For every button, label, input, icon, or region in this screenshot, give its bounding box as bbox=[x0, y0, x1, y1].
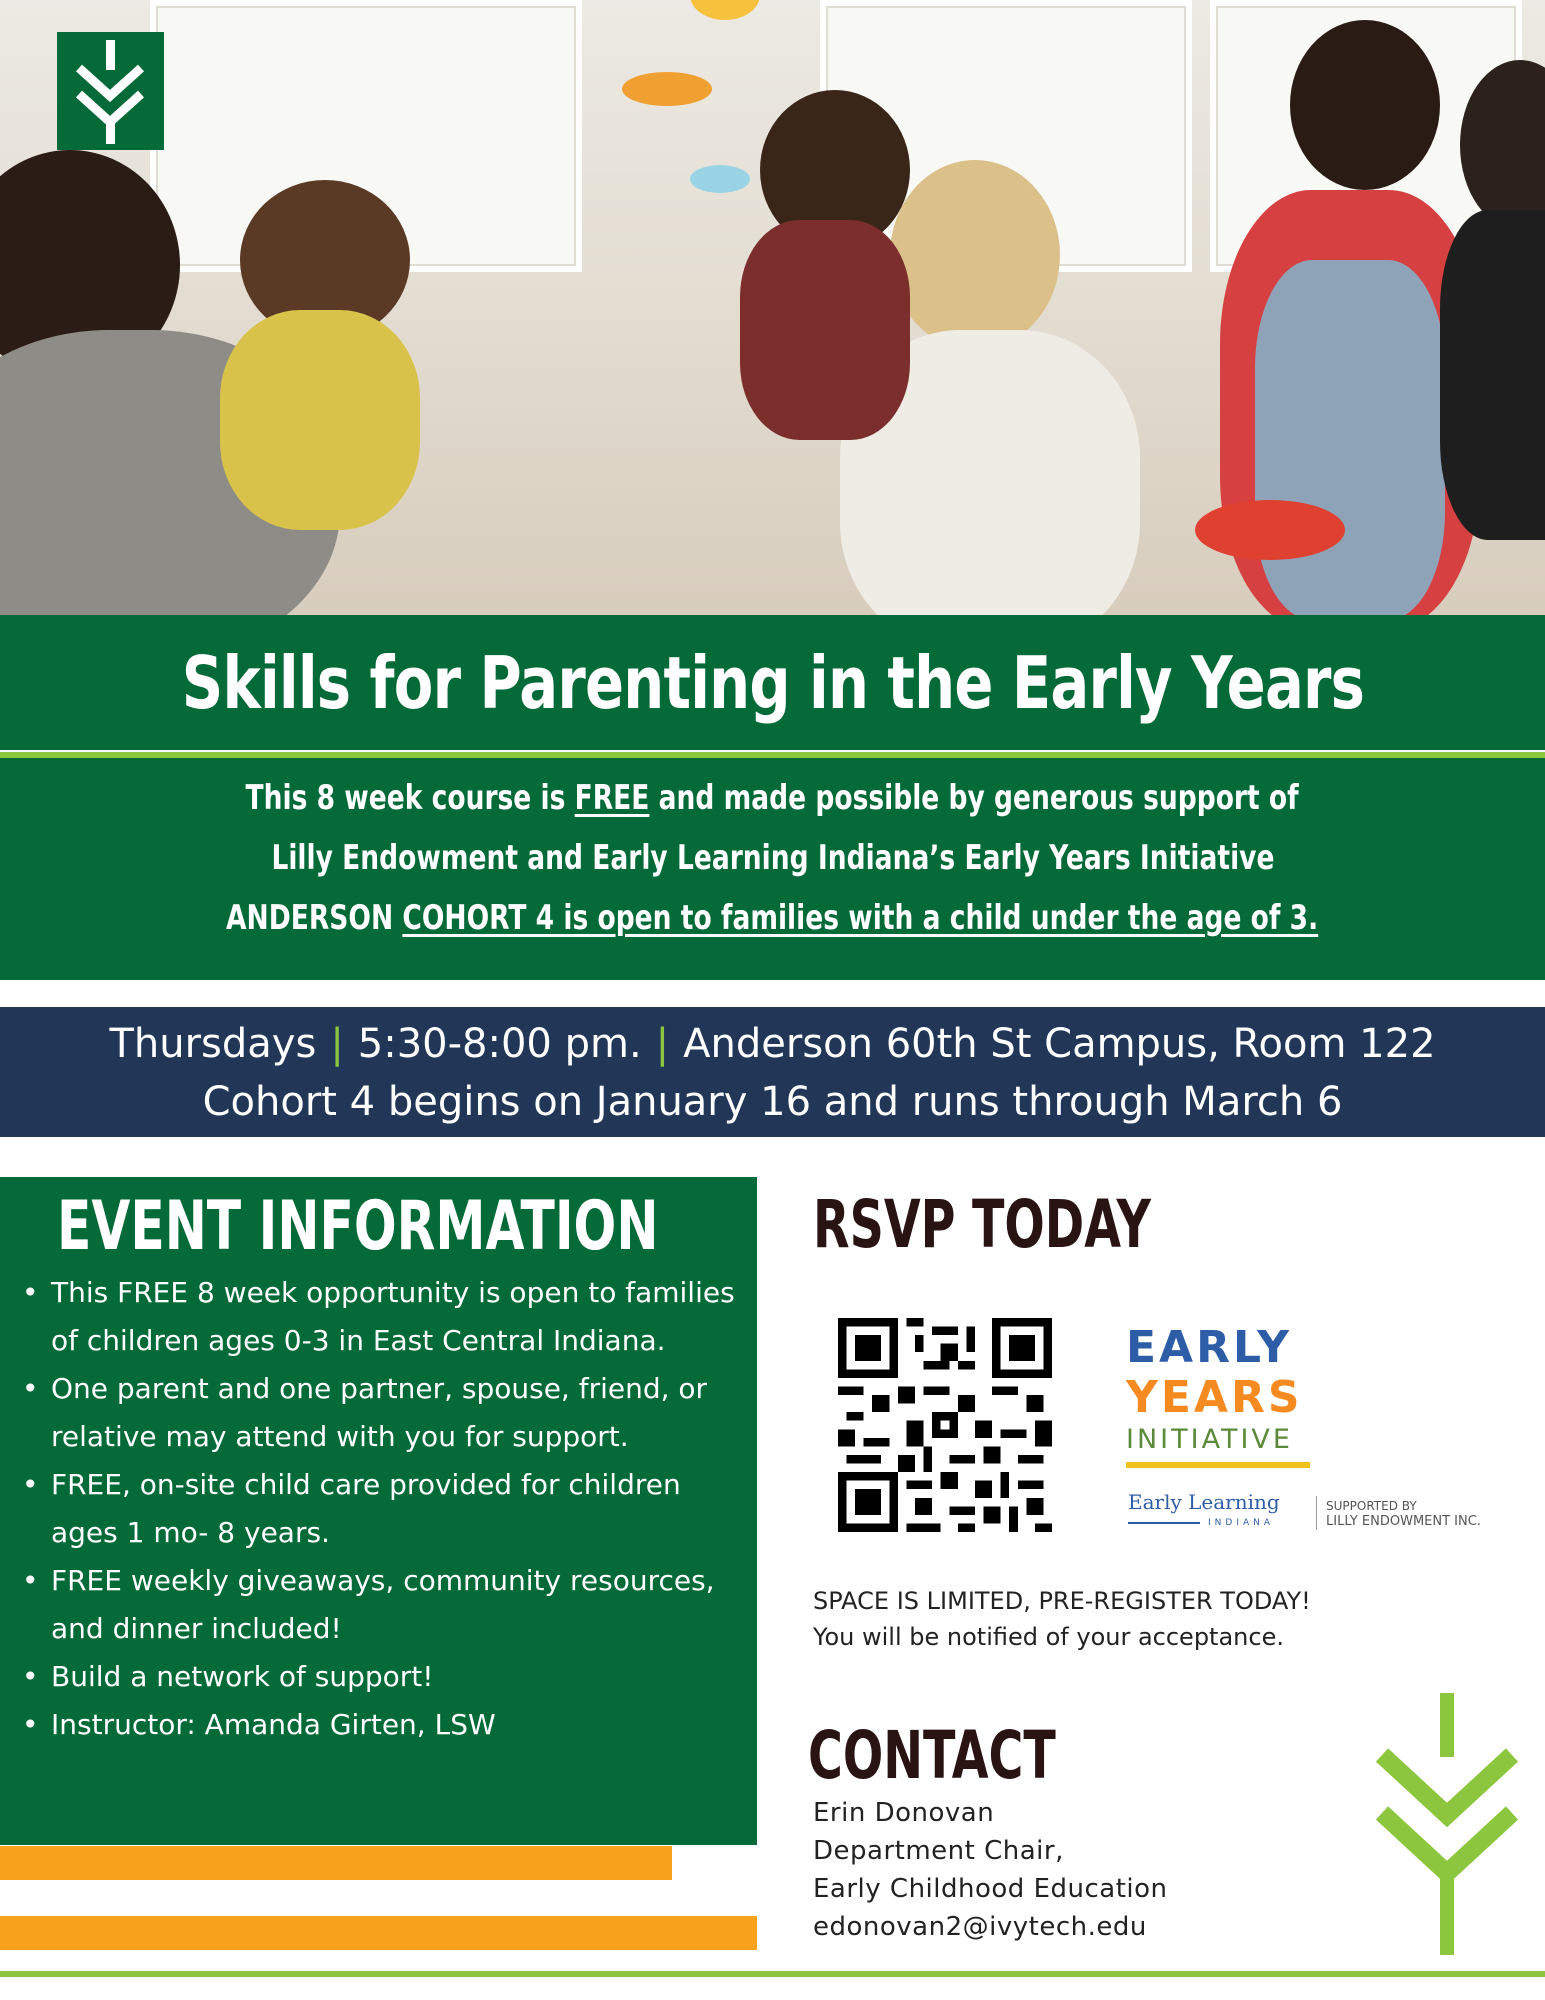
rsvp-heading: RSVP TODAY bbox=[813, 1186, 1151, 1263]
early-learning-indiana: INDIANA bbox=[1208, 1518, 1275, 1528]
orange-stripe-1 bbox=[0, 1846, 672, 1880]
ivy-tech-logo bbox=[57, 32, 164, 150]
subtitle-line-2: Lilly Endowment and Early Learning Indiana’s Early Years Initiative bbox=[270, 838, 1274, 878]
subtitle-text: This 8 week course is bbox=[245, 778, 576, 818]
acceptance-notice: You will be notified of your acceptance. bbox=[813, 1623, 1284, 1651]
contact-email[interactable]: edonovan2@ivytech.edu bbox=[813, 1912, 1147, 1942]
list-item: • FREE weekly giveaways, community resources, and dinner included! bbox=[22, 1557, 742, 1653]
subtitle-line-1 bbox=[0, 778, 1545, 818]
subtitle-line-3 bbox=[0, 898, 1545, 938]
ivy-leaf-icon bbox=[1372, 1693, 1522, 1955]
supported-by: SUPPORTED BY bbox=[1326, 1499, 1417, 1513]
schedule-band bbox=[0, 1007, 1545, 1137]
cloud-sticker bbox=[690, 165, 750, 193]
orange-stripe-2 bbox=[0, 1916, 757, 1950]
list-item: • Build a network of support! bbox=[22, 1653, 742, 1701]
boy-right-head bbox=[1290, 20, 1440, 190]
separator: | bbox=[655, 1021, 670, 1067]
cohort-eligibility: COHORT 4 is open to families with a child under the age of 3. bbox=[402, 898, 1319, 938]
free-emphasis: FREE bbox=[575, 778, 650, 818]
subtitle-text: ANDERSON bbox=[226, 898, 403, 938]
page-title: Skills for Parenting in the Early Years bbox=[181, 640, 1364, 725]
boy-center-body bbox=[740, 220, 910, 440]
list-item: • One parent and one partner, spouse, friend, or relative may attend with you for support. bbox=[22, 1365, 742, 1461]
schedule-day: Thursdays bbox=[109, 1021, 317, 1067]
event-info-panel bbox=[0, 1177, 757, 1845]
list-item: • Instructor: Amanda Girten, LSW bbox=[22, 1701, 742, 1749]
space-limited-notice: SPACE IS LIMITED, PRE-REGISTER TODAY! bbox=[813, 1587, 1311, 1615]
woman-center-head bbox=[890, 160, 1060, 350]
early-learning-rule bbox=[1128, 1522, 1200, 1524]
ivy-logo-icon bbox=[57, 32, 164, 150]
subtitle-text: and made possible by generous support of bbox=[649, 778, 1300, 818]
contact-name: Erin Donovan bbox=[813, 1798, 995, 1828]
toddler-left-body bbox=[220, 310, 420, 530]
eyi-logo-years: YEARS bbox=[1126, 1372, 1303, 1423]
lilly-endowment: LILLY ENDOWMENT INC. bbox=[1326, 1514, 1481, 1529]
event-info-heading: EVENT INFORMATION bbox=[57, 1187, 659, 1266]
contact-heading: CONTACT bbox=[808, 1717, 1056, 1794]
eyi-logo-early: EARLY bbox=[1126, 1322, 1293, 1373]
separator: | bbox=[330, 1021, 344, 1067]
schedule-dates: Cohort 4 begins on January 16 and runs through March 6 bbox=[202, 1079, 1343, 1125]
logo-divider bbox=[1316, 1496, 1317, 1530]
sun-sticker bbox=[690, 0, 760, 20]
schedule-time: 5:30-8:00 pm. bbox=[357, 1021, 642, 1067]
toy-guitar bbox=[1195, 500, 1345, 560]
subtitle-band bbox=[0, 758, 1545, 980]
eyi-logo-bar bbox=[1126, 1462, 1310, 1468]
title-band bbox=[0, 615, 1545, 750]
list-item: • FREE, on-site child care provided for children ages 1 mo- 8 years. bbox=[22, 1461, 742, 1557]
eyi-logo-initiative: INITIATIVE bbox=[1126, 1424, 1293, 1455]
ufo-sticker bbox=[622, 72, 712, 106]
contact-department: Early Childhood Education bbox=[813, 1874, 1168, 1904]
contact-role: Department Chair, bbox=[813, 1836, 1064, 1866]
event-info-list bbox=[22, 1269, 742, 1749]
woman-right-body bbox=[1440, 210, 1545, 540]
bottom-divider bbox=[0, 1971, 1545, 1977]
qr-code-icon[interactable] bbox=[838, 1318, 1052, 1532]
schedule-line bbox=[0, 1021, 1545, 1067]
early-learning-name: Early Learning bbox=[1128, 1490, 1280, 1514]
overalls bbox=[1255, 260, 1445, 615]
schedule-location: Anderson 60th St Campus, Room 122 bbox=[683, 1021, 1436, 1067]
family-photo bbox=[0, 0, 1545, 615]
list-item: • This FREE 8 week opportunity is open to families of children ages 0-3 in East Central Indiana. bbox=[22, 1269, 742, 1365]
